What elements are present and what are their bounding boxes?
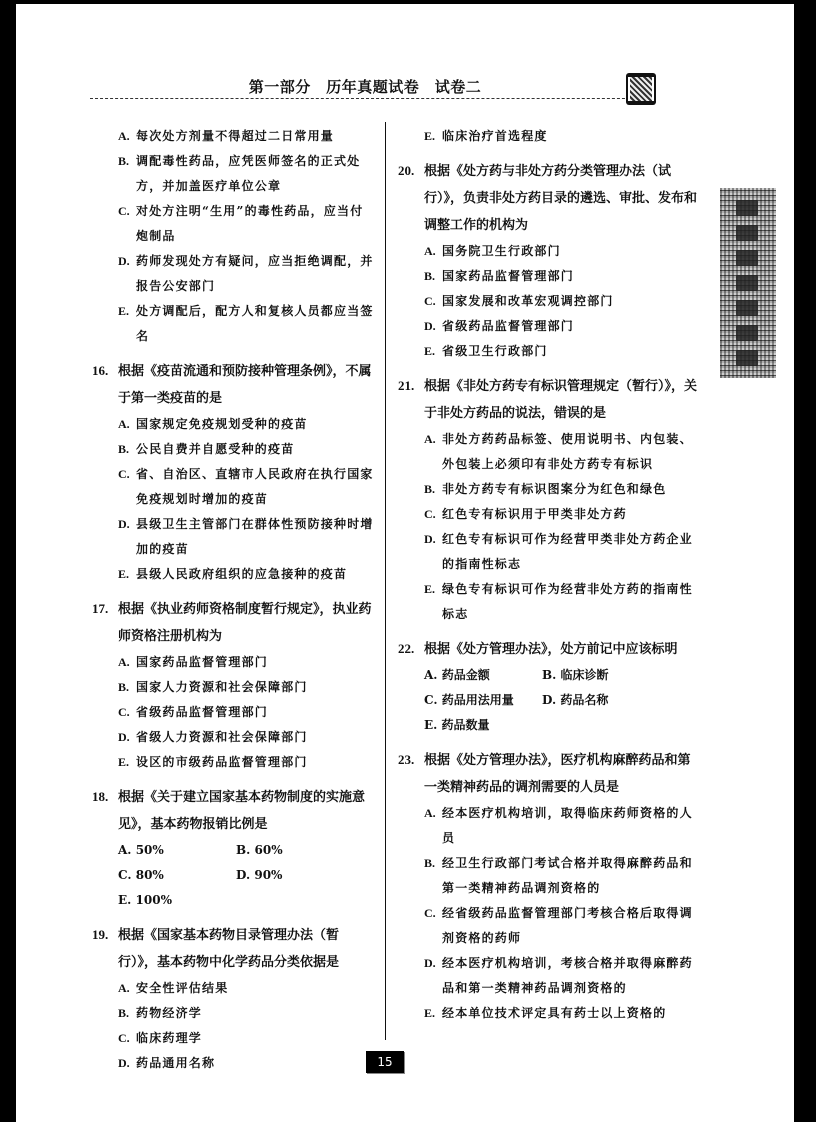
option-key: B. <box>118 154 130 168</box>
option <box>92 249 374 299</box>
option <box>92 512 374 562</box>
question-stem <box>92 921 374 976</box>
option <box>424 663 542 688</box>
option-key: B. <box>424 856 436 870</box>
option <box>118 863 236 888</box>
option-text: 药品用法用量 <box>441 693 514 707</box>
option <box>92 725 374 750</box>
option-text: 非处方药专有标识图案分为红色和绿色 <box>442 482 667 496</box>
option-text: 90% <box>254 868 283 882</box>
question-number: 16. <box>92 363 109 378</box>
option-text: 临床治疗首选程度 <box>442 129 548 143</box>
option-text: 临床诊断 <box>560 668 609 682</box>
option-key: E. <box>118 893 132 907</box>
option-text: 经本医疗机构培训，考核合格并取得麻醉药品和第一类精神药品调剂资格的 <box>442 956 693 995</box>
option <box>424 688 542 713</box>
option-key: B. <box>424 269 436 283</box>
column-divider <box>385 122 386 1040</box>
header-title: 第一部分 历年真题试卷 试卷二 <box>248 78 482 96</box>
option-text: 国家药品监督管理部门 <box>442 269 575 283</box>
question-18 <box>92 783 374 913</box>
option <box>118 888 236 913</box>
option <box>424 713 542 738</box>
option <box>92 1001 374 1026</box>
question-number: 21. <box>398 378 415 393</box>
question-text: 根据《国家基本药物目录管理办法（暂行）》，基本药物中化学药品分类依据是 <box>118 928 340 970</box>
option <box>398 264 698 289</box>
option <box>92 412 374 437</box>
option <box>398 1001 698 1026</box>
option-text: 临床药理学 <box>136 1031 203 1045</box>
option <box>398 951 698 1001</box>
option <box>398 477 698 502</box>
option-key: A. <box>118 129 130 143</box>
right-column <box>398 124 698 1034</box>
left-column <box>92 124 374 1084</box>
question-number: 17. <box>92 601 109 616</box>
question-number: 20. <box>398 163 415 178</box>
question-stem <box>398 746 698 801</box>
option <box>398 239 698 264</box>
question-text: 根据《非处方药专有标识管理规定（暂行）》，关于非处方药品的说法，错误的是 <box>424 379 698 421</box>
option <box>542 663 660 688</box>
page-number: 15 <box>366 1051 404 1073</box>
question-15-continued <box>92 124 374 349</box>
option-key: C. <box>118 467 130 481</box>
option-text: 对处方注明“生用”的毒性药品，应当付炮制品 <box>136 204 364 243</box>
option-text: 药品金额 <box>441 668 490 682</box>
option <box>92 462 374 512</box>
option-text: 国家药品监督管理部门 <box>136 655 269 669</box>
option-key: E. <box>118 304 130 318</box>
question-number: 18. <box>92 789 109 804</box>
option-key: C. <box>424 906 436 920</box>
header-dashed-rule <box>90 98 640 99</box>
question-20 <box>398 157 698 364</box>
question-19-continued <box>398 124 698 149</box>
option <box>398 577 698 627</box>
option-key: E. <box>118 755 130 769</box>
option-text: 药师发现处方有疑问，应当拒绝调配，并报告公安部门 <box>136 254 374 293</box>
option-key: D. <box>424 956 436 970</box>
option-key: C. <box>118 868 132 882</box>
option <box>92 149 374 199</box>
option <box>92 299 374 349</box>
page-header <box>90 76 640 98</box>
question-number: 22. <box>398 641 415 656</box>
option <box>92 1051 374 1076</box>
option-text: 经本医疗机构培训，取得临床药师资格的人员 <box>442 806 693 845</box>
option-key: E. <box>424 1006 436 1020</box>
option <box>92 124 374 149</box>
option-key: C. <box>424 294 436 308</box>
question-text: 根据《执业药师资格制度暂行规定》，执业药师资格注册机构为 <box>118 602 372 644</box>
option-key: B. <box>118 1006 130 1020</box>
option <box>92 437 374 462</box>
question-stem <box>398 157 698 239</box>
question-stem <box>398 372 698 427</box>
option-key: C. <box>118 1031 130 1045</box>
option-key: B. <box>118 680 130 694</box>
option <box>398 124 698 149</box>
option-key: A. <box>118 417 130 431</box>
question-stem <box>92 783 374 838</box>
option-text: 公民自费并自愿受种的疫苗 <box>136 442 295 456</box>
option-text: 经省级药品监督管理部门考核合格后取得调剂资格的药师 <box>442 906 693 945</box>
option-text: 60% <box>254 843 283 857</box>
option-key: B. <box>542 668 557 682</box>
option-key: D. <box>424 319 436 333</box>
option-text: 省级卫生行政部门 <box>442 344 548 358</box>
option-text: 国家发展和改革宏观调控部门 <box>442 294 614 308</box>
option-row <box>398 688 698 713</box>
option-text: 安全性评估结果 <box>136 981 229 995</box>
option-key: D. <box>236 868 251 882</box>
option <box>398 901 698 951</box>
option <box>92 700 374 725</box>
option-key: C. <box>118 705 130 719</box>
option-key: C. <box>118 204 130 218</box>
option <box>398 851 698 901</box>
book-logo-icon <box>626 73 656 105</box>
option-key: D. <box>424 532 436 546</box>
option-key: E. <box>118 567 130 581</box>
option-text: 药物经济学 <box>136 1006 203 1020</box>
option <box>92 1026 374 1051</box>
option-key: D. <box>118 1056 130 1070</box>
option-key: D. <box>118 254 130 268</box>
option-text: 国家规定免疫规划受种的疫苗 <box>136 417 308 431</box>
option-text: 100% <box>135 893 172 907</box>
question-text: 根据《关于建立国家基本药物制度的实施意见》，基本药物报销比例是 <box>118 790 366 832</box>
option <box>398 502 698 527</box>
question-17 <box>92 595 374 775</box>
option-key: A. <box>118 843 132 857</box>
option-key: C. <box>424 507 436 521</box>
option-key: E. <box>424 344 436 358</box>
question-stem <box>398 635 698 663</box>
option-text: 红色专有标识用于甲类非处方药 <box>442 507 627 521</box>
option <box>398 801 698 851</box>
option <box>92 199 374 249</box>
option-row <box>398 663 698 688</box>
chapter-tab-marks <box>736 200 758 366</box>
chapter-tab-icon <box>720 188 776 378</box>
option-row <box>92 838 374 863</box>
option-row <box>92 863 374 888</box>
option-text: 调配毒性药品，应凭医师签名的正式处方，并加盖医疗单位公章 <box>136 154 361 193</box>
option-text: 国务院卫生行政部门 <box>442 244 561 258</box>
option-text: 县级人民政府组织的应急接种的疫苗 <box>136 567 348 581</box>
option <box>398 427 698 477</box>
option <box>398 527 698 577</box>
option-text: 省级人力资源和社会保障部门 <box>136 730 308 744</box>
option-text: 非处方药药品标签、使用说明书、内包装、外包装上必须印有非处方药专有标识 <box>442 432 693 471</box>
question-21 <box>398 372 698 627</box>
question-text: 根据《处方药与非处方药分类管理办法（试行）》，负责非处方药目录的遴选、审批、发布和调整工作的机构为 <box>424 164 698 233</box>
question-19 <box>92 921 374 1076</box>
option-key: E. <box>424 718 438 732</box>
option-key: A. <box>118 655 130 669</box>
option-key: D. <box>118 730 130 744</box>
option-row <box>92 888 374 913</box>
option <box>398 339 698 364</box>
option-key: D. <box>542 693 557 707</box>
option-key: B. <box>236 843 251 857</box>
question-22 <box>398 635 698 738</box>
question-number: 19. <box>92 927 109 942</box>
question-23 <box>398 746 698 1026</box>
option-key: A. <box>424 806 436 820</box>
question-stem <box>92 357 374 412</box>
option-text: 绿色专有标识可作为经营非处方药的指南性标志 <box>442 582 693 621</box>
option-key: A. <box>424 668 438 682</box>
option-text: 50% <box>135 843 164 857</box>
option-key: A. <box>424 432 436 446</box>
option-key: B. <box>424 482 436 496</box>
logo-pattern <box>628 77 654 101</box>
question-number: 23. <box>398 752 415 767</box>
option-key: E. <box>424 582 436 596</box>
option-text: 红色专有标识可作为经营甲类非处方药企业的指南性标志 <box>442 532 693 571</box>
option <box>92 675 374 700</box>
question-stem <box>92 595 374 650</box>
option <box>118 838 236 863</box>
option-key: A. <box>118 981 130 995</box>
option-row <box>398 713 698 738</box>
question-text: 根据《处方管理办法》，医疗机构麻醉药品和第一类精神药品的调剂需要的人员是 <box>424 753 691 795</box>
option <box>236 863 354 888</box>
option-text: 省级药品监督管理部门 <box>442 319 575 333</box>
option-text: 处方调配后，配方人和复核人员都应当签名 <box>136 304 374 343</box>
option-key: C. <box>424 693 438 707</box>
question-text: 根据《处方管理办法》，处方前记中应该标明 <box>424 642 678 657</box>
option <box>92 750 374 775</box>
option-key: B. <box>118 442 130 456</box>
option <box>92 976 374 1001</box>
option <box>542 688 660 713</box>
option-key: D. <box>118 517 130 531</box>
option-text: 药品名称 <box>560 693 609 707</box>
question-text: 根据《疫苗流通和预防接种管理条例》，不属于第一类疫苗的是 <box>118 364 372 406</box>
option <box>236 838 354 863</box>
option-text: 县级卫生主管部门在群体性预防接种时增加的疫苗 <box>136 517 374 556</box>
option <box>398 314 698 339</box>
option-text: 省、自治区、直辖市人民政府在执行国家免疫规划时增加的疫苗 <box>136 467 374 506</box>
option <box>92 650 374 675</box>
option-text: 每次处方剂量不得超过二日常用量 <box>136 129 335 143</box>
option-text: 省级药品监督管理部门 <box>136 705 269 719</box>
option-key: E. <box>424 129 436 143</box>
option-text: 经本单位技术评定具有药士以上资格的 <box>442 1006 667 1020</box>
question-16 <box>92 357 374 587</box>
option-text: 药品数量 <box>441 718 490 732</box>
option-text: 药品通用名称 <box>136 1056 216 1070</box>
option-text: 国家人力资源和社会保障部门 <box>136 680 308 694</box>
option <box>92 562 374 587</box>
option-text: 设区的市级药品监督管理部门 <box>136 755 308 769</box>
option-text: 80% <box>135 868 164 882</box>
option <box>398 289 698 314</box>
option-key: A. <box>424 244 436 258</box>
option-text: 经卫生行政部门考试合格并取得麻醉药品和第一类精神药品调剂资格的 <box>442 856 693 895</box>
